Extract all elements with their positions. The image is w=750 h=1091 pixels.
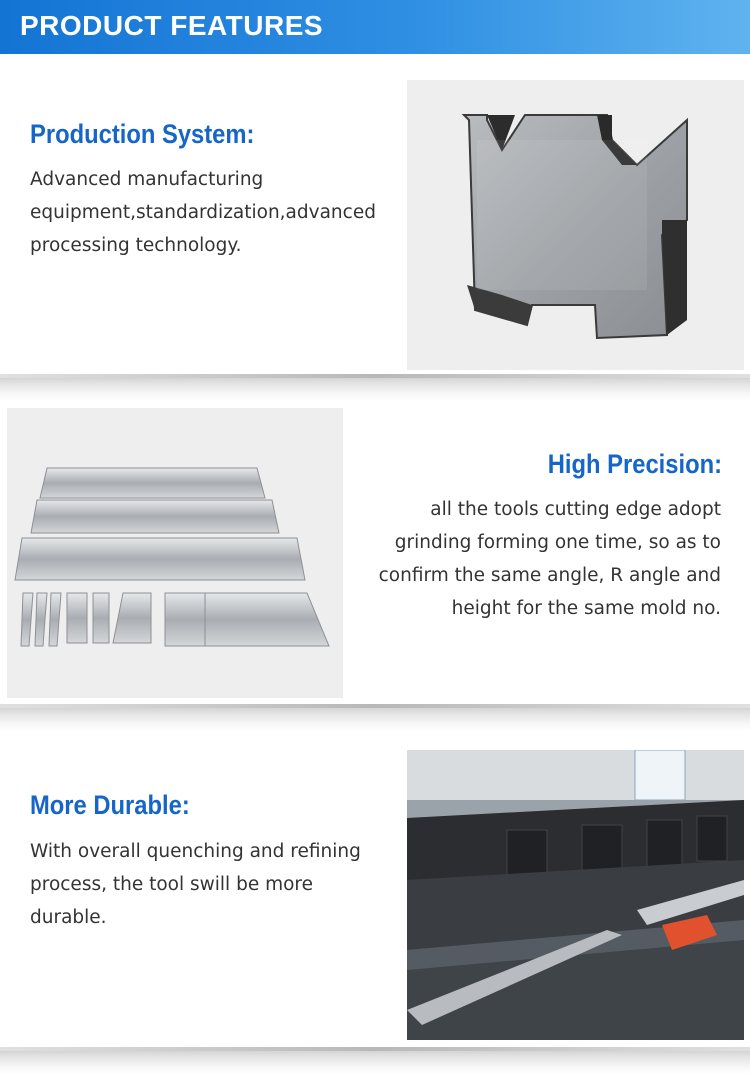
text-line: process, the tool swill be more [30,874,314,895]
text-line: all the tools cutting edge adopt [430,499,721,520]
page-header [0,0,750,54]
section-heading: High Precision: [547,449,722,479]
feature-section-production [0,54,750,380]
section-divider [0,374,750,402]
section-heading: More Durable: [30,790,190,820]
section-heading: Production System: [30,119,255,149]
press-brake-machine-photo [407,750,744,1040]
feature-section-precision [0,402,750,702]
text-line: confirm the same angle, R angle and [378,565,721,586]
section-text [30,163,400,262]
text-line: height for the same mold no. [451,598,721,619]
text-line: durable. [30,907,107,928]
text-line: With overall quenching and refining [30,841,361,862]
section-text [341,493,721,625]
text-line: Advanced manufacturing [30,169,264,190]
text-line: equipment,standardization,advanced [30,202,376,223]
text-line: processing technology. [30,235,242,256]
section-divider [0,704,750,732]
header-title: PRODUCT FEATURES [20,10,324,41]
feature-section-durable [0,732,750,1062]
text-line: grinding forming one time, so as to [394,532,721,553]
section-divider [0,1047,750,1075]
section-text [30,835,400,934]
v-block-die-photo [407,80,744,370]
press-brake-tooling-set-photo [7,408,343,698]
